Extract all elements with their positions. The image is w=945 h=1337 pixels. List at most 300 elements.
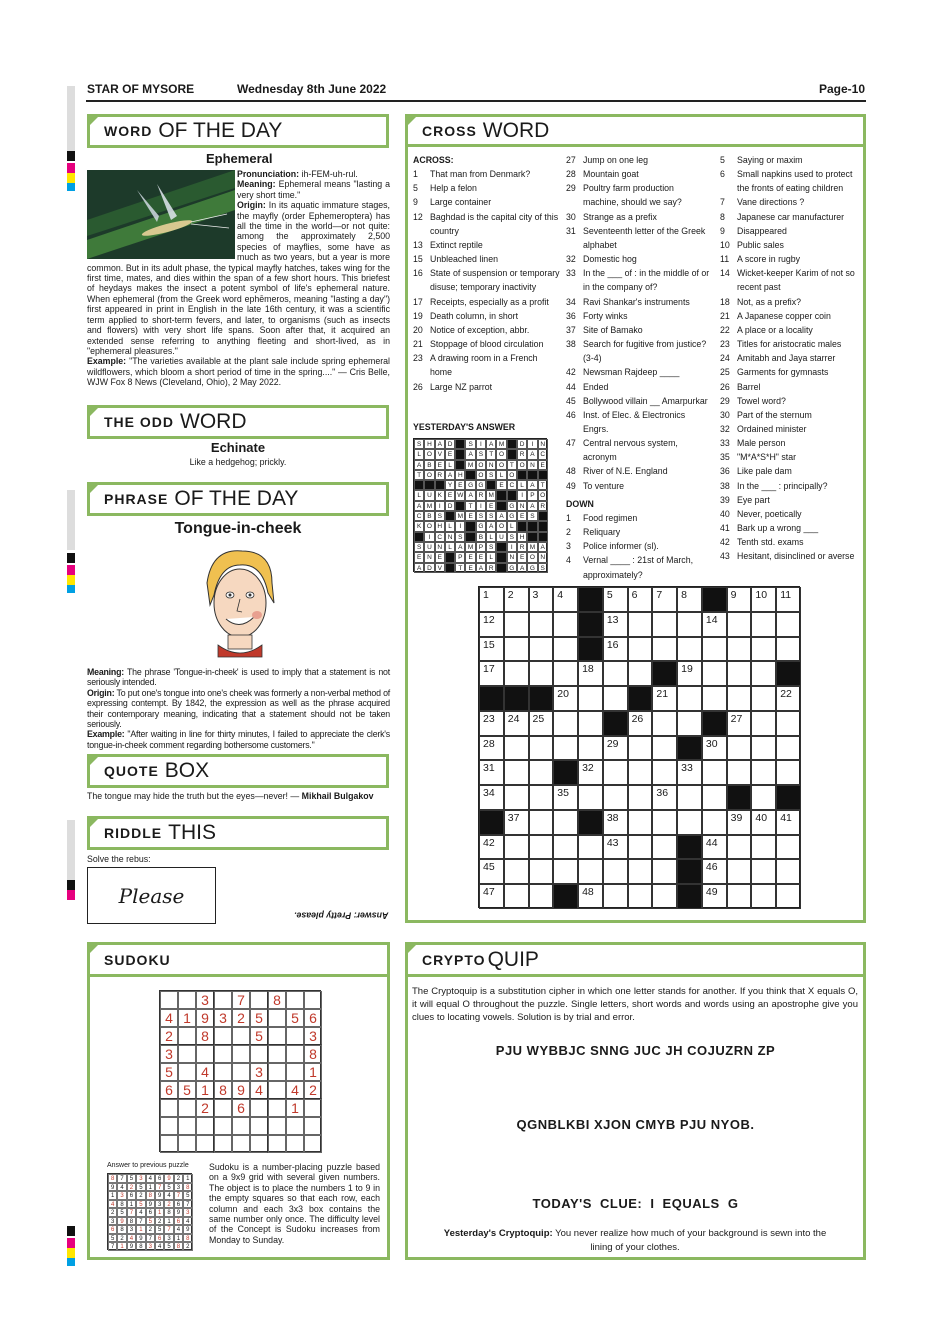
crossword-cell[interactable]	[553, 736, 578, 761]
sudoku-cell[interactable]	[232, 1027, 250, 1045]
sudoku-cell[interactable]	[268, 1081, 286, 1099]
sudoku-cell[interactable]	[214, 1027, 232, 1045]
crossword-cell[interactable]	[553, 612, 578, 637]
crossword-cell[interactable]	[677, 612, 702, 637]
sudoku-cell[interactable]: 5	[286, 1009, 304, 1027]
crossword-cell[interactable]	[652, 760, 677, 785]
sudoku-cell[interactable]	[286, 1117, 304, 1135]
crossword-cell[interactable]: 47	[479, 884, 504, 909]
answer-cell	[445, 511, 455, 521]
sudoku-answer-cell: 5	[136, 1183, 145, 1192]
sudoku-answer-cell: 4	[174, 1225, 183, 1234]
crossword-cell[interactable]	[727, 736, 752, 761]
crossword-cell[interactable]: 27	[727, 711, 752, 736]
sudoku-cell[interactable]	[268, 1099, 286, 1117]
crossword-cell[interactable]	[776, 637, 801, 662]
crossword-cell[interactable]	[504, 859, 529, 884]
sudoku-cell[interactable]	[304, 991, 322, 1009]
crossword-cell[interactable]: 4	[553, 587, 578, 612]
sudoku-cell[interactable]	[178, 1045, 196, 1063]
crossword-cell[interactable]	[553, 835, 578, 860]
answer-cell: S	[527, 511, 537, 521]
sudoku-answer-cell: 7	[183, 1200, 192, 1209]
print-mark	[67, 575, 75, 585]
crossword-cell[interactable]: 13	[603, 612, 628, 637]
crossword-cell[interactable]	[578, 711, 603, 736]
crossword-cell[interactable]	[727, 760, 752, 785]
crossword-block	[652, 661, 677, 686]
crossword-cell[interactable]: 38	[603, 810, 628, 835]
sudoku-cell[interactable]: 4	[286, 1081, 304, 1099]
crossword-cell[interactable]: 23	[479, 711, 504, 736]
sudoku-cell[interactable]	[232, 1135, 250, 1153]
crossword-cell[interactable]: 11	[776, 587, 801, 612]
answer-cell: A	[435, 439, 445, 449]
sudoku-answer-cell: 9	[155, 1191, 164, 1200]
sudoku-cell[interactable]: 6	[160, 1081, 178, 1099]
answer-cell: A	[414, 563, 424, 573]
sudoku-cell[interactable]: 3	[214, 1009, 232, 1027]
crossword-cell[interactable]	[702, 661, 727, 686]
crossword-cell[interactable]	[776, 835, 801, 860]
sudoku-cell[interactable]	[178, 1099, 196, 1117]
sudoku-cell[interactable]	[214, 1099, 232, 1117]
answer-cell: A	[414, 460, 424, 470]
crossword-cell[interactable]: 15	[479, 637, 504, 662]
crossword-cell[interactable]: 30	[702, 736, 727, 761]
corner-decoration	[87, 754, 101, 768]
crossword-cell[interactable]	[578, 859, 603, 884]
sudoku-answer-cell: 9	[174, 1208, 183, 1217]
crossword-cell[interactable]: 35	[553, 785, 578, 810]
sudoku-cell[interactable]: 4	[250, 1081, 268, 1099]
sudoku-cell[interactable]	[304, 1117, 322, 1135]
clue-item: 9 Disappeared	[720, 225, 787, 236]
answer-cell	[527, 532, 537, 542]
crossword-cell[interactable]	[628, 637, 653, 662]
crossword-cell[interactable]: 17	[479, 661, 504, 686]
crossword-cell[interactable]: 1	[479, 587, 504, 612]
crossword-cell[interactable]	[776, 859, 801, 884]
answer-cell: A	[496, 511, 506, 521]
clue-item: 17 Receipts, especially as a profit	[413, 296, 549, 307]
crossword-cell[interactable]	[776, 736, 801, 761]
crossword-cell[interactable]	[504, 760, 529, 785]
sudoku-answer-cell: 1	[117, 1242, 126, 1251]
crossword-cell[interactable]: 8	[677, 587, 702, 612]
sudoku-cell[interactable]: 3	[160, 1045, 178, 1063]
sudoku-cell[interactable]: 4	[196, 1063, 214, 1081]
crossword-cell[interactable]: 10	[751, 587, 776, 612]
crossword-cell[interactable]	[628, 810, 653, 835]
crossword-cell[interactable]: 12	[479, 612, 504, 637]
clue-item: 6 Small napkins used to protect the fronts of eating children	[720, 169, 853, 194]
sudoku-cell[interactable]	[268, 1117, 286, 1135]
crossword-cell[interactable]	[553, 810, 578, 835]
sudoku-grid[interactable]	[159, 990, 321, 1152]
crossword-cell[interactable]	[628, 835, 653, 860]
answer-cell	[445, 563, 455, 573]
sudoku-cell[interactable]	[160, 1135, 178, 1153]
crossword-cell[interactable]	[628, 661, 653, 686]
crossword-grid[interactable]	[478, 586, 800, 908]
sudoku-answer-cell: 2	[155, 1217, 164, 1226]
sudoku-cell[interactable]: 9	[232, 1081, 250, 1099]
crossword-cell[interactable]	[677, 785, 702, 810]
crossword-cell[interactable]: 39	[727, 810, 752, 835]
clue-item: 38 In the ___ : principally?	[720, 480, 828, 491]
crossword-cell[interactable]	[553, 661, 578, 686]
sudoku-cell[interactable]: 2	[304, 1081, 322, 1099]
crossword-cell[interactable]: 9	[727, 587, 752, 612]
sudoku-cell[interactable]: 5	[178, 1081, 196, 1099]
sudoku-cell[interactable]	[268, 1027, 286, 1045]
sudoku-cell[interactable]	[178, 991, 196, 1009]
answer-cell: C	[435, 532, 445, 542]
sudoku-cell[interactable]	[214, 1063, 232, 1081]
crossword-cell[interactable]: 31	[479, 760, 504, 785]
sudoku-cell[interactable]: 3	[196, 991, 214, 1009]
sudoku-cell[interactable]	[304, 1099, 322, 1117]
crossword-cell[interactable]: 21	[652, 686, 677, 711]
sudoku-cell[interactable]	[160, 1099, 178, 1117]
crossword-cell[interactable]: 24	[504, 711, 529, 736]
sudoku-answer-cell: 4	[108, 1200, 117, 1209]
crossword-cell[interactable]	[578, 785, 603, 810]
sudoku-cell[interactable]: 6	[304, 1009, 322, 1027]
sudoku-cell[interactable]: 5	[250, 1027, 268, 1045]
crossword-cell[interactable]: 42	[479, 835, 504, 860]
cryptoquip-yesterday: Yesterday's Cryptoquip: You never realize how much of your background is sewn into the lining of your clothes.	[443, 1228, 827, 1253]
crossword-cell[interactable]	[751, 859, 776, 884]
sudoku-cell[interactable]	[214, 991, 232, 1009]
crossword-cell[interactable]	[652, 612, 677, 637]
crossword-cell[interactable]	[628, 612, 653, 637]
answer-cell	[455, 439, 465, 449]
crossword-cell[interactable]	[751, 637, 776, 662]
answer-cell: S	[486, 511, 496, 521]
answer-cell: S	[435, 511, 445, 521]
crossword-cell[interactable]	[776, 760, 801, 785]
sudoku-cell[interactable]	[178, 1135, 196, 1153]
sudoku-cell[interactable]	[196, 1117, 214, 1135]
sudoku-cell[interactable]	[304, 1135, 322, 1153]
crossword-cell[interactable]	[727, 612, 752, 637]
answer-cell: N	[424, 552, 434, 562]
crossword-cell[interactable]	[652, 884, 677, 909]
sudoku-cell[interactable]: 7	[232, 991, 250, 1009]
crossword-cell[interactable]: 37	[504, 810, 529, 835]
answer-cell: O	[496, 460, 506, 470]
sudoku-cell[interactable]	[232, 1117, 250, 1135]
answer-cell: I	[435, 501, 445, 511]
answer-cell: S	[486, 542, 496, 552]
answer-cell	[465, 470, 475, 480]
crossword-cell[interactable]: 14	[702, 612, 727, 637]
crossword-cell[interactable]	[603, 661, 628, 686]
crossword-cell[interactable]: 43	[603, 835, 628, 860]
sudoku-cell[interactable]: 1	[178, 1009, 196, 1027]
crossword-cell[interactable]	[529, 884, 554, 909]
crossword-cell[interactable]	[677, 711, 702, 736]
crossword-cell[interactable]	[578, 835, 603, 860]
crossword-cell[interactable]	[702, 637, 727, 662]
sudoku-cell[interactable]	[232, 1045, 250, 1063]
crossword-cell[interactable]	[751, 884, 776, 909]
sudoku-cell[interactable]: 2	[232, 1009, 250, 1027]
sudoku-cell[interactable]	[250, 991, 268, 1009]
crossword-cell[interactable]	[603, 785, 628, 810]
sudoku-cell[interactable]	[178, 1027, 196, 1045]
crossword-cell[interactable]	[702, 810, 727, 835]
answer-cell: L	[496, 470, 506, 480]
answer-cell	[455, 460, 465, 470]
sudoku-cell[interactable]	[214, 1117, 232, 1135]
crossword-cell[interactable]	[652, 859, 677, 884]
crossword-cell[interactable]	[751, 736, 776, 761]
sudoku-answer-cell: 8	[108, 1174, 117, 1183]
crossword-cell[interactable]	[751, 661, 776, 686]
crossword-cell[interactable]: 45	[479, 859, 504, 884]
sudoku-cell[interactable]	[196, 1135, 214, 1153]
sudoku-cell[interactable]: 2	[196, 1099, 214, 1117]
sudoku-cell[interactable]	[178, 1117, 196, 1135]
crossword-cell[interactable]: 49	[702, 884, 727, 909]
crossword-cell[interactable]	[727, 637, 752, 662]
answer-cell: R	[538, 501, 548, 511]
crossword-cell[interactable]: 44	[702, 835, 727, 860]
answer-cell: C	[507, 480, 517, 490]
crossword-cell[interactable]	[553, 711, 578, 736]
sudoku-cell[interactable]	[250, 1117, 268, 1135]
crossword-cell[interactable]: 20	[553, 686, 578, 711]
sudoku-answer-cell: 9	[183, 1225, 192, 1234]
crossword-cell[interactable]: 2	[504, 587, 529, 612]
crossword-cell[interactable]: 26	[628, 711, 653, 736]
crossword-cell[interactable]: 6	[628, 587, 653, 612]
sudoku-cell[interactable]	[214, 1045, 232, 1063]
sudoku-cell[interactable]: 2	[160, 1027, 178, 1045]
crossword-cell[interactable]	[652, 637, 677, 662]
sudoku-answer-cell: 3	[117, 1191, 126, 1200]
print-mark	[67, 890, 75, 900]
answer-cell: M	[465, 460, 475, 470]
crossword-cell[interactable]	[529, 859, 554, 884]
crossword-cell[interactable]: 19	[677, 661, 702, 686]
crossword-cell[interactable]	[727, 835, 752, 860]
crossword-cell[interactable]	[652, 810, 677, 835]
crossword-cell[interactable]	[677, 686, 702, 711]
answer-cell: I	[476, 501, 486, 511]
crossword-cell[interactable]	[603, 760, 628, 785]
crossword-cell[interactable]: 34	[479, 785, 504, 810]
answer-cell: I	[455, 521, 465, 531]
sudoku-answer-cell: 8	[146, 1191, 155, 1200]
crossword-cell[interactable]	[751, 711, 776, 736]
crossword-cell[interactable]	[504, 637, 529, 662]
sudoku-cell[interactable]: 5	[250, 1009, 268, 1027]
crossword-cell[interactable]: 46	[702, 859, 727, 884]
crossword-cell[interactable]: 5	[603, 587, 628, 612]
crossword-cell[interactable]	[628, 760, 653, 785]
clue-item: 9 Large container	[413, 197, 492, 208]
sudoku-cell[interactable]: 6	[232, 1099, 250, 1117]
answer-cell: M	[465, 542, 475, 552]
sudoku-cell[interactable]: 1	[196, 1081, 214, 1099]
crossword-cell[interactable]	[504, 661, 529, 686]
answer-cell: N	[445, 532, 455, 542]
sudoku-cell[interactable]: 3	[304, 1027, 322, 1045]
print-mark	[67, 1226, 75, 1236]
sudoku-cell[interactable]	[196, 1045, 214, 1063]
sudoku-cell[interactable]: 4	[160, 1009, 178, 1027]
crossword-cell[interactable]: 36	[652, 785, 677, 810]
sudoku-cell[interactable]: 9	[196, 1009, 214, 1027]
clue-item: 21 A Japanese copper coin	[720, 310, 831, 321]
sudoku-cell[interactable]	[214, 1135, 232, 1153]
crossword-cell[interactable]	[776, 612, 801, 637]
crossword-cell[interactable]	[529, 612, 554, 637]
crossword-cell[interactable]: 41	[776, 810, 801, 835]
crossword-cell[interactable]	[677, 637, 702, 662]
crossword-cell[interactable]	[529, 785, 554, 810]
crossword-cell[interactable]: 40	[751, 810, 776, 835]
answer-cell: N	[538, 439, 548, 449]
clue-item: 1 Food regimen	[566, 512, 638, 523]
crossword-cell[interactable]	[652, 835, 677, 860]
answer-cell: G	[507, 501, 517, 511]
crossword-cell[interactable]	[504, 736, 529, 761]
crossword-cell[interactable]	[504, 612, 529, 637]
sudoku-cell[interactable]: 1	[286, 1099, 304, 1117]
crossword-cell[interactable]	[727, 884, 752, 909]
sudoku-cell[interactable]	[250, 1135, 268, 1153]
sudoku-cell[interactable]	[232, 1063, 250, 1081]
sudoku-cell[interactable]	[286, 1027, 304, 1045]
crossword-cell[interactable]	[702, 785, 727, 810]
crossword-cell[interactable]: 48	[578, 884, 603, 909]
crossword-cell[interactable]	[529, 637, 554, 662]
sudoku-cell[interactable]	[250, 1099, 268, 1117]
sudoku-cell[interactable]	[160, 991, 178, 1009]
crossword-cell[interactable]	[529, 760, 554, 785]
answer-cell: D	[445, 439, 455, 449]
answer-cell: I	[507, 542, 517, 552]
crossword-cell[interactable]: 32	[578, 760, 603, 785]
sudoku-cell[interactable]	[178, 1063, 196, 1081]
page-number: Page-10	[819, 82, 866, 96]
crossword-cell[interactable]: 29	[603, 736, 628, 761]
sudoku-cell[interactable]: 8	[214, 1081, 232, 1099]
crossword-cell[interactable]: 7	[652, 587, 677, 612]
crossword-cell[interactable]	[727, 686, 752, 711]
clue-item: 34 Ravi Shankar's instruments	[566, 296, 690, 307]
answer-cell	[538, 511, 548, 521]
sudoku-cell[interactable]	[286, 1135, 304, 1153]
sudoku-cell[interactable]	[250, 1045, 268, 1063]
crossword-cell[interactable]	[553, 637, 578, 662]
crossword-cell[interactable]	[504, 785, 529, 810]
crossword-cell[interactable]: 22	[776, 686, 801, 711]
clue-item: 18 Not, as a prefix?	[720, 296, 802, 307]
crossword-cell[interactable]: 16	[603, 637, 628, 662]
crossword-cell[interactable]: 25	[529, 711, 554, 736]
crossword-cell[interactable]	[751, 760, 776, 785]
crossword-cell[interactable]	[603, 859, 628, 884]
sudoku-answer-cell: 9	[146, 1200, 155, 1209]
crossword-cell[interactable]	[529, 661, 554, 686]
sudoku-cell[interactable]: 1	[304, 1063, 322, 1081]
answer-cell: C	[414, 511, 424, 521]
sudoku-cell[interactable]	[268, 1045, 286, 1063]
answer-cell: O	[527, 552, 537, 562]
crossword-cell[interactable]	[751, 612, 776, 637]
crossword-cell[interactable]	[751, 785, 776, 810]
crossword-cell[interactable]	[603, 884, 628, 909]
sudoku-cell[interactable]	[160, 1117, 178, 1135]
crossword-cell[interactable]	[529, 736, 554, 761]
sudoku-cell[interactable]: 3	[250, 1063, 268, 1081]
print-mark	[67, 1238, 75, 1248]
crossword-block	[479, 686, 504, 711]
sudoku-cell[interactable]: 8	[196, 1027, 214, 1045]
crossword-cell[interactable]: 3	[529, 587, 554, 612]
sudoku-cell[interactable]	[286, 991, 304, 1009]
sudoku-cell[interactable]: 8	[268, 991, 286, 1009]
crossword-block	[677, 859, 702, 884]
crossword-cell[interactable]	[776, 711, 801, 736]
sudoku-cell[interactable]: 5	[160, 1063, 178, 1081]
crossword-cell[interactable]	[652, 736, 677, 761]
crossword-cell[interactable]	[628, 736, 653, 761]
clue-item: 31 Seventeenth letter of the Greek alphabet	[566, 225, 706, 250]
crossword-cell[interactable]	[603, 686, 628, 711]
crossword-cell[interactable]	[628, 859, 653, 884]
crossword-cell[interactable]	[578, 686, 603, 711]
sudoku-cell[interactable]: 8	[304, 1045, 322, 1063]
crossword-cell[interactable]	[776, 884, 801, 909]
answer-cell: L	[486, 532, 496, 542]
crossword-cell[interactable]: 33	[677, 760, 702, 785]
sudoku-answer-cell: 5	[108, 1234, 117, 1243]
sudoku-answer-cell: 8	[117, 1200, 126, 1209]
sudoku-cell[interactable]	[286, 1045, 304, 1063]
crossword-cell[interactable]	[677, 810, 702, 835]
crossword-cell[interactable]	[504, 835, 529, 860]
crossword-cell[interactable]	[529, 835, 554, 860]
crossword-cell[interactable]	[578, 736, 603, 761]
crossword-cell[interactable]	[702, 686, 727, 711]
answer-cell: I	[517, 490, 527, 500]
crossword-cell[interactable]	[751, 686, 776, 711]
sudoku-cell[interactable]	[268, 1135, 286, 1153]
crossword-cell[interactable]	[727, 859, 752, 884]
crossword-cell[interactable]	[751, 835, 776, 860]
sudoku-cell[interactable]	[286, 1063, 304, 1081]
crossword-cell[interactable]	[702, 760, 727, 785]
crossword-cell[interactable]	[652, 711, 677, 736]
crossword-cell[interactable]	[529, 810, 554, 835]
crossword-cell[interactable]	[504, 884, 529, 909]
crossword-cell[interactable]	[628, 884, 653, 909]
sudoku-cell[interactable]	[268, 1009, 286, 1027]
crossword-cell[interactable]	[727, 661, 752, 686]
sudoku-cell[interactable]	[268, 1063, 286, 1081]
crossword-cell[interactable]	[628, 785, 653, 810]
crossword-cell[interactable]: 18	[578, 661, 603, 686]
crossword-cell[interactable]	[553, 859, 578, 884]
crossword-cell[interactable]: 28	[479, 736, 504, 761]
